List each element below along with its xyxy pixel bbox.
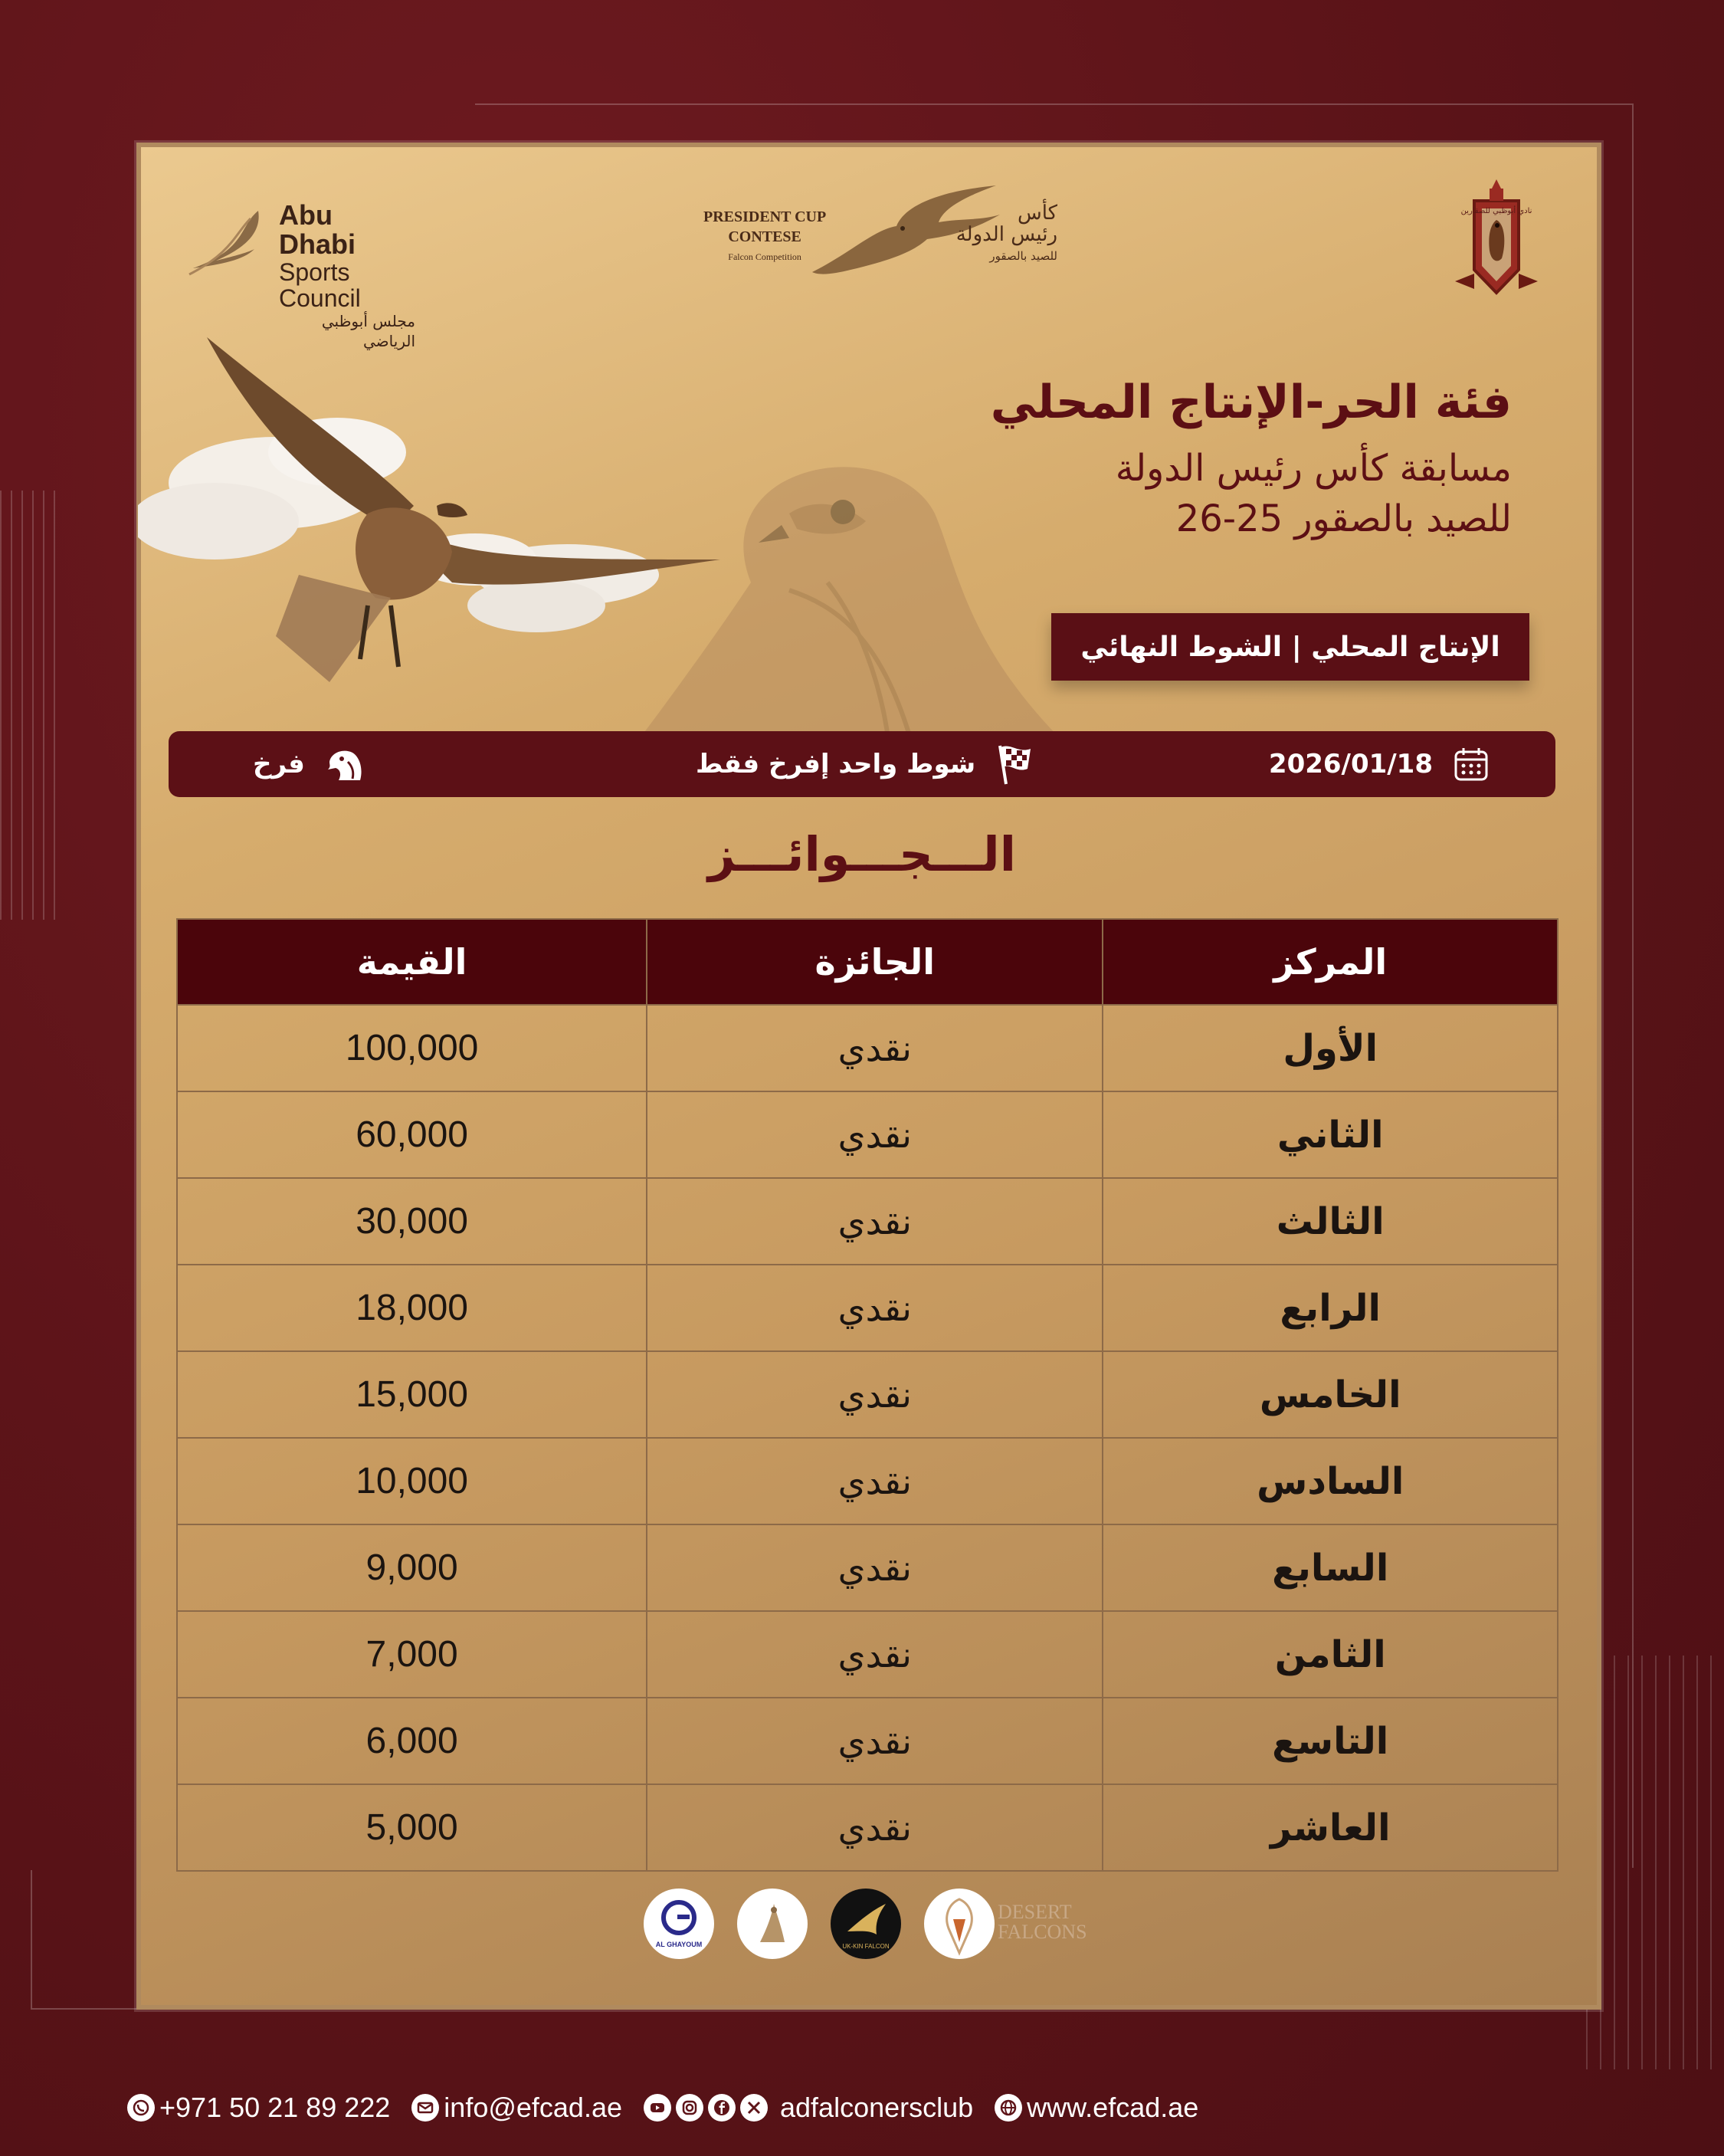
value-cell: 15,000 <box>177 1351 647 1438</box>
checkered-flag-icon <box>995 743 1034 786</box>
adsc-name-arabic: مجلس أبوظبي الرياضي <box>321 312 415 350</box>
category-info <box>253 731 365 797</box>
globe-icon <box>995 2094 1022 2122</box>
table-header-row <box>177 919 1558 1005</box>
president-cup-en-line2: CONTESE <box>728 228 801 245</box>
value-cell: 18,000 <box>177 1265 647 1351</box>
place-cell: الثالث <box>1103 1178 1558 1265</box>
final-round-banner: الإنتاج المحلي | الشوط النهائي <box>1051 613 1529 681</box>
youtube-icon[interactable] <box>644 2094 671 2122</box>
uk-kin-falcon-logo <box>831 1889 901 1959</box>
prizes-title: الـــجـــوائـــز <box>708 826 1016 882</box>
prize-cell: نقدي <box>647 1524 1103 1611</box>
value-cell: 7,000 <box>177 1611 647 1698</box>
whatsapp-icon <box>127 2094 155 2122</box>
category-text: فرخ <box>253 749 305 779</box>
desert-falcons-text <box>998 1902 1087 1942</box>
table-row <box>177 1524 1558 1611</box>
social-handle-link[interactable]: adfalconersclub <box>780 2092 974 2123</box>
date-info <box>1269 731 1490 797</box>
subtitle-line1: مسابقة كأس رئيس الدولة <box>1115 447 1512 490</box>
falcon-head-icon <box>325 747 365 782</box>
adsc-name-line1: Abu Dhabi <box>279 199 356 260</box>
value-cell: 5,000 <box>177 1784 647 1871</box>
x-twitter-icon[interactable] <box>740 2094 768 2122</box>
place-cell: الخامس <box>1103 1351 1558 1438</box>
president-cup-logo <box>690 184 1088 284</box>
prize-cell: نقدي <box>647 1784 1103 1871</box>
adsc-swoosh-icon <box>185 207 270 276</box>
value-cell: 60,000 <box>177 1091 647 1178</box>
al-ghayoum-logo <box>644 1889 714 1959</box>
table-row <box>177 1091 1558 1178</box>
race-text: شوط واحد إفرخ فقط <box>696 749 976 779</box>
table-row <box>177 1611 1558 1698</box>
prize-cell: نقدي <box>647 1438 1103 1524</box>
instagram-icon[interactable] <box>676 2094 703 2122</box>
race-info <box>696 731 1034 797</box>
desert-falcons-logo <box>924 1889 995 1959</box>
value-cell: 100,000 <box>177 1005 647 1091</box>
table-row <box>177 1698 1558 1784</box>
date-text: 2026/01/18 <box>1268 749 1433 779</box>
header-prize: الجائزة <box>647 919 1103 1005</box>
falconers-club-crest <box>1451 178 1542 307</box>
value-cell: 9,000 <box>177 1524 647 1611</box>
value-cell: 30,000 <box>177 1178 647 1265</box>
club-name-arabic: نادي أبوظبي للصقارين <box>1460 207 1532 215</box>
prize-cell: نقدي <box>647 1091 1103 1178</box>
uk-kin-text: UK-KIN FALCON <box>842 1943 890 1950</box>
prize-cell: نقدي <box>647 1178 1103 1265</box>
president-cup-ar-line2: رئيس الدولة <box>955 223 1057 246</box>
prize-cell: نقدي <box>647 1005 1103 1091</box>
email-link[interactable]: info@efcad.ae <box>444 2092 622 2123</box>
adsc-name-line2: Sports Council <box>279 258 361 312</box>
desert-line1: DESERT <box>998 1901 1072 1923</box>
adsc-logo <box>185 199 415 350</box>
value-cell: 10,000 <box>177 1438 647 1524</box>
table-row <box>177 1351 1558 1438</box>
prize-cell: نقدي <box>647 1698 1103 1784</box>
info-bar <box>169 731 1555 797</box>
president-cup-en-line1: PRESIDENT CUP <box>703 208 827 225</box>
page-title: فئة الحر-الإنتاج المحلي <box>990 376 1512 429</box>
table-row <box>177 1178 1558 1265</box>
facebook-icon[interactable] <box>708 2094 736 2122</box>
subtitle-line2: للصيد بالصقور 25-26 <box>1175 497 1512 540</box>
table-row <box>177 1005 1558 1091</box>
place-cell: الثاني <box>1103 1091 1558 1178</box>
crest-icon <box>1451 178 1542 307</box>
place-cell: العاشر <box>1103 1784 1558 1871</box>
table-row <box>177 1265 1558 1351</box>
sponsor-falcon-logo <box>737 1889 808 1959</box>
sponsor-logos <box>644 1889 1103 1965</box>
al-ghayoum-text: AL GHAYOUM <box>655 1941 703 1948</box>
website-link[interactable]: www.efcad.ae <box>1027 2092 1199 2123</box>
table-row <box>177 1784 1558 1871</box>
place-cell: السابع <box>1103 1524 1558 1611</box>
prize-cell: نقدي <box>647 1611 1103 1698</box>
prize-cell: نقدي <box>647 1351 1103 1438</box>
place-cell: الثامن <box>1103 1611 1558 1698</box>
desert-line2: FALCONS <box>998 1921 1087 1943</box>
header-place: المركز <box>1103 919 1558 1005</box>
calendar-icon <box>1453 746 1490 783</box>
president-cup-en-sub: Falcon Competition <box>728 251 801 262</box>
header-value: القيمة <box>177 919 647 1005</box>
table-row <box>177 1438 1558 1524</box>
email-icon <box>411 2094 439 2122</box>
place-cell: التاسع <box>1103 1698 1558 1784</box>
prizes-table <box>176 918 1558 1872</box>
place-cell: السادس <box>1103 1438 1558 1524</box>
falcon-head-background-image <box>636 452 1065 743</box>
president-cup-ar-line1: كأس <box>1017 202 1057 225</box>
prize-cell: نقدي <box>647 1265 1103 1351</box>
page-subtitle <box>1116 443 1512 544</box>
footer-contacts <box>127 2085 1198 2131</box>
value-cell: 6,000 <box>177 1698 647 1784</box>
place-cell: الرابع <box>1103 1265 1558 1351</box>
place-cell: الأول <box>1103 1005 1558 1091</box>
phone-link[interactable]: +971 50 21 89 222 <box>159 2092 391 2123</box>
president-cup-ar-sub: للصيد بالصقور <box>989 249 1057 263</box>
